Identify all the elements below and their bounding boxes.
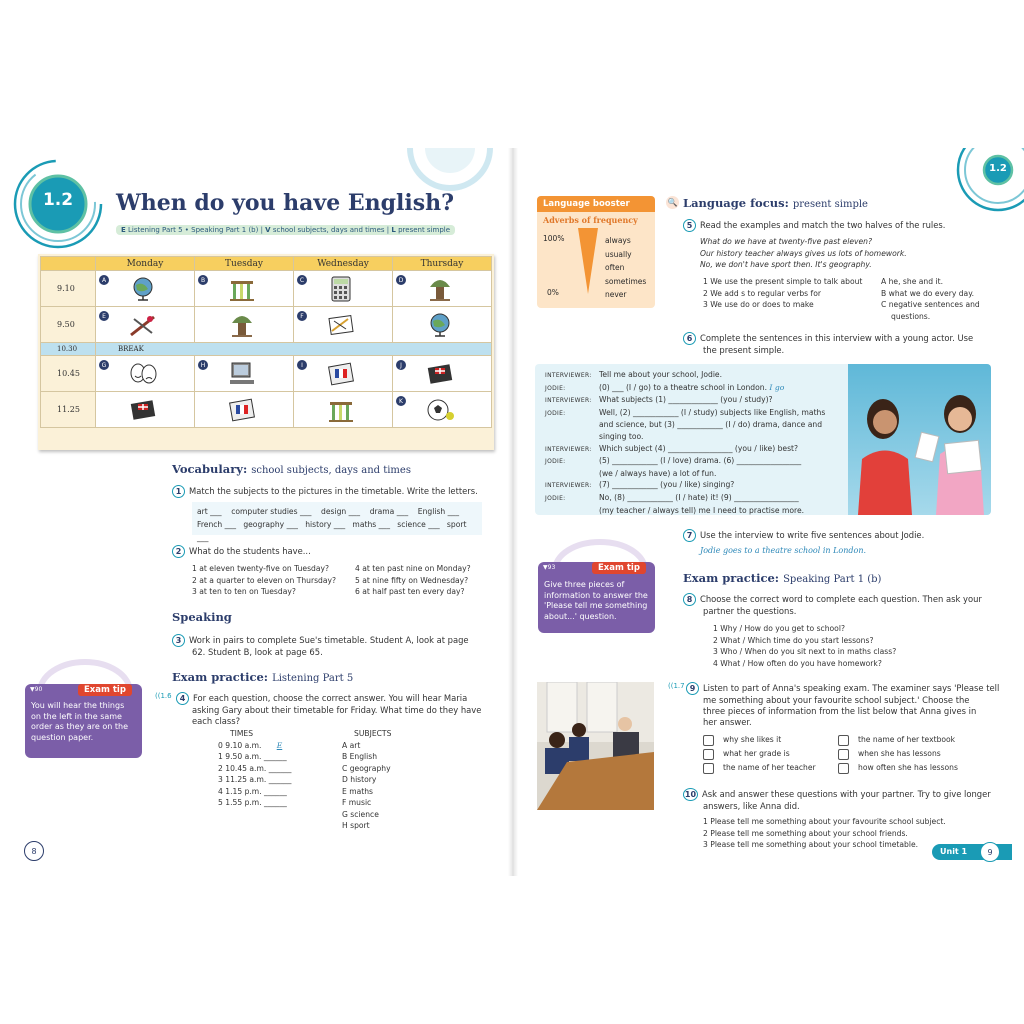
english-book-icon [128,396,158,424]
exam-tip-text: Give three pieces of information to answer the 'Please tell me something about...' question. [544,580,648,621]
word-row [197,505,477,518]
timetable-cell [96,356,195,392]
interview-line[interactable]: (my teacher / always tell) me I need to practise more. [599,505,805,515]
exercise-instruction: What do the students have... [189,546,311,556]
exercise-instruction: Ask and answer these questions with your partner. Try to give longer [702,789,991,799]
exercise-number: 5 [683,219,696,232]
exercise-10-list [703,816,946,851]
globe-icon [128,275,158,303]
vocab-word-box [192,502,482,542]
vocab-word[interactable]: drama ___ [369,507,409,516]
subject-item: D history [342,775,377,784]
interview-line[interactable]: JODIE: No, (8) ____________ (I / hate) it! (9) _________________ [545,492,799,502]
day-header: Monday [96,257,195,271]
day-header: Thursday [393,257,492,271]
rule-item: B what we do every day. [881,288,975,298]
booster-head: Language booster [537,196,655,212]
exercise-8-list [713,623,896,669]
exercise-6 [683,332,973,356]
exam-heading-label: Exam practice: [683,571,780,585]
exam-tip-head: Exam tip [78,684,132,696]
exam-tip-text: You will hear the things on the left in the same order as they are on the question paper. [31,701,129,742]
time-label: 9.50 [41,307,96,343]
language-booster [537,196,655,308]
exam-heading-label: Exam practice: [172,670,269,684]
exercise-instruction: me something about your favourite school subject.' Choose the [703,695,970,705]
english-book-icon [425,360,455,388]
french-book-icon [227,396,257,424]
interview-line[interactable]: INTERVIEWER: (7) ____________ (you / like) singing? [545,480,735,490]
cell-letter: C [297,275,307,285]
exercise-instruction: Complete the sentences in this interview with a young actor. Use [700,333,974,343]
rule-item: A he, she and it. [881,277,943,286]
rule-item: 3 We use do or does to make [703,300,814,309]
tag-letter: E [121,226,126,234]
exercise-instruction: For each question, choose the correct answer. You will hear Maria [193,693,468,703]
lesson-tags: E Listening Part 5 • Speaking Part 1 (b) | V school subjects, days and times | L present simple [116,225,455,235]
time-label: 10.45 [41,356,96,392]
check-option[interactable]: when she has lessons [838,747,958,761]
interview-line: JODIE: (0) ___ (I / go) to a theatre school in London. I go [545,382,785,392]
timetable-cell [96,392,195,428]
speaking-heading: Speaking [172,610,232,624]
rules-right [881,276,980,322]
subject-item: E maths [342,786,374,796]
exercise-instruction: asking Gary about their timetable for Friday. What time do they have [192,705,482,715]
magnifier-icon: 🔍 [667,198,678,207]
timetable-cell [195,356,294,392]
timetable-cell [195,271,294,307]
timetable-cell [96,307,195,343]
timetable-cell [96,271,195,307]
cell-letter: K [396,396,406,406]
rules-left [703,276,862,311]
list-item[interactable]: 1 Why / How do you get to school? [713,624,845,633]
vocab-word[interactable]: history ___ [305,520,346,529]
subjects-header: SUBJECTS [354,729,392,738]
exercise-10 [683,788,991,812]
exercise-7 [683,529,924,542]
list-item: 2 Please tell me something about your school friends. [703,828,908,838]
cell-letter: I [297,360,307,370]
check-option[interactable]: how often she has lessons [838,761,958,775]
subject-item: C geography [342,763,391,773]
exercise-instruction: Choose the correct word to complete each question. Then ask your [700,594,982,604]
time-item[interactable]: 2 10.45 a.m. ______ [218,763,292,773]
example-sentence: Our history teacher always gives us lots of homework. [700,248,907,258]
exercise-number: 9 [686,682,699,695]
audio-track-number: 1.7 [673,682,685,690]
exercise-instruction: Match the subjects to the pictures in the timetable. Write the letters. [189,486,478,496]
interview-line[interactable]: (we / always have) a lot of fun. [599,468,717,478]
check-option[interactable]: why she likes it [703,733,816,747]
checklist-left [703,733,816,775]
frequency-word: never [605,290,627,299]
exam-heading-sub: Listening Part 5 [272,673,354,684]
timetable-cell [393,307,492,343]
lang-focus-sub: present simple [792,199,868,210]
timetable-cell [393,392,492,428]
example-sentence: What do we have at twenty-five past eleven? [700,237,873,246]
timetable-cell [393,356,492,392]
unit-label: Unit 1 [932,844,1012,860]
frequency-words [605,234,646,302]
interview-line[interactable]: INTERVIEWER: Which subject (4) _________________ (you / like) best? [545,443,799,453]
rule-item: 2 We add s to regular verbs for [703,288,821,298]
exercise-number: 4 [176,692,189,705]
girls-illustration-icon [848,364,991,515]
booster-sub: Adverbs of frequency [543,215,638,225]
frequency-triangle-icon [577,226,599,296]
french-book-icon [326,360,356,388]
lesson-number-right: 1.2 [989,163,1007,174]
interview-line[interactable]: INTERVIEWER: What subjects (1) _____________ (you / study)? [545,395,773,405]
computer-icon [227,360,257,388]
vocab-word[interactable]: French ___ [197,520,237,529]
exam-heading-right [683,571,881,585]
exercise-instruction: three pieces of information from the list below that Anna gives in [703,706,977,716]
interview-line[interactable]: JODIE: Well, (2) ____________ (I / study) subjects like English, maths [545,407,826,417]
rule-item: 1 We use the present simple to talk about [703,277,863,286]
tag-letter: L [391,226,396,234]
exercise-instruction: Listen to part of Anna's speaking exam. The examiner says 'Please tell [703,683,1000,693]
checkbox[interactable] [703,735,714,746]
exercise-number: 6 [683,332,696,345]
exercise-2 [172,545,311,558]
pct-top: 100% [543,234,565,243]
cell-letter: D [396,275,406,285]
cell-letter: E [99,311,109,321]
checklist-right [838,733,958,775]
cell-letter: A [99,275,109,285]
cell-letter: B [198,275,208,285]
theatre-masks-icon [128,360,158,388]
list-item: 1 Please tell me something about your favourite school subject. [703,817,946,826]
lesson-number: 1.2 [42,190,74,210]
tag-text: present simple [398,226,451,234]
science-lab-icon [227,275,257,303]
tip-number-label: 93 [547,564,556,571]
time-label: 10.30 [41,343,96,356]
timetable-cell [294,356,393,392]
rule-item: C negative sentences and [881,300,980,309]
rule-item: questions. [891,311,931,321]
list-item: 3 at ten to ten on Tuesday? [192,587,296,596]
exercise-2-list-b [355,563,471,598]
tip-number: ▼93 [543,564,556,571]
lesson-badge-rings-right [952,148,1024,214]
exercise-instruction: Work in pairs to complete Sue's timetable. Student A, look at page [189,635,469,645]
page-number-right: 9 [980,842,1000,862]
exercise-instruction: the present simple. [703,345,785,355]
list-item: 6 at half past ten every day? [355,587,465,596]
time-item[interactable]: 1 9.50 a.m. ______ [218,752,287,761]
timetable-cell [195,392,294,428]
pct-bottom: 0% [547,288,559,297]
photo-two-girls [848,364,991,515]
list-item: 4 at ten past nine on Monday? [355,564,471,573]
examples [700,236,907,271]
subject-item: A art [342,740,361,750]
interview-line[interactable]: and science, but (3) ____________ (I / do) drama, dance and [599,420,823,430]
check-option[interactable]: the name of her teacher [703,761,816,775]
audio-track[interactable]: ((1.6 [155,692,172,700]
globe-icon [425,311,455,339]
timetable-cell [195,307,294,343]
photo-exam-room [537,682,654,810]
design-icon [326,311,356,339]
exercise-3 [172,634,469,658]
time-label: 9.10 [41,271,96,307]
frequency-word: always [605,236,631,245]
list-item: 5 at nine fifty on Wednesday? [355,575,469,585]
calculator-icon [326,275,356,303]
subject-item: G science [342,809,379,819]
timetable-cell [294,307,393,343]
frequency-word: often [605,263,625,272]
exercise-instruction: Read the examples and match the two halves of the rules. [700,220,946,230]
lang-focus-heading [683,196,868,210]
timetable [38,254,494,450]
interview-line: INTERVIEWER: Tell me about your school, Jodie. [545,370,723,379]
cell-letter: F [297,311,307,321]
check-option[interactable]: the name of her textbook [838,733,958,747]
subject-item: F music [342,798,372,807]
checkbox[interactable] [703,749,714,760]
football-icon [425,396,455,424]
cell-letter: H [198,360,208,370]
tip-number: ▼90 [30,686,43,693]
exam-room-illustration-icon [537,682,654,810]
science-lab-icon [326,396,356,424]
time-item[interactable]: 3 11.25 a.m. ______ [218,775,292,784]
book-gutter [508,148,518,876]
exercise-instruction: each class? [192,716,241,726]
word-row [197,518,477,544]
cell-letter: G [99,360,109,370]
exercise-9 [686,682,999,728]
vocab-word[interactable]: science ___ [397,520,440,529]
exam-tip-head: Exam tip [592,562,646,574]
list-item[interactable]: 3 Who / When do you sit next to in maths class? [713,647,897,656]
cell-letter: J [396,360,406,370]
list-item[interactable]: 4 What / How often do you have homework? [713,658,882,668]
time-item[interactable]: 5 1.55 p.m. ______ [218,798,287,807]
day-header: Tuesday [195,257,294,271]
page-number-left: 8 [24,841,44,861]
frequency-word: usually [605,249,632,259]
tree-icon [425,275,455,303]
list-item[interactable]: 2 What / Which time do you start lessons? [713,635,874,645]
vocab-word[interactable]: English ___ [417,507,460,516]
times-header: TIMES [230,729,254,738]
checkbox[interactable] [838,749,849,760]
break-label: BREAK [96,343,492,356]
interview-line: singing too. [599,431,644,441]
craft-tools-icon [128,311,158,339]
example-sentence: No, we don't have sport then. It's geography. [700,260,872,269]
vocab-word[interactable]: computer studies ___ [231,507,312,516]
exercise-number: 1 [172,485,185,498]
example-sentence: Jodie goes to a theatre school in London. [700,546,867,555]
exercise-instruction: Use the interview to write five sentences about Jodie. [700,530,925,540]
tag-text: school subjects, days and times [272,226,385,234]
check-option[interactable]: what her grade is [703,747,816,761]
timetable-cell [294,392,393,428]
exercise-instruction: 62. Student B, look at page 65. [192,647,323,657]
day-header: Wednesday [294,257,393,271]
vocab-word[interactable]: art ___ [197,507,222,516]
exercise-number: 3 [172,634,185,647]
checkbox[interactable] [838,735,849,746]
vocab-word[interactable]: design ___ [321,507,361,516]
vocab-heading [172,462,411,476]
vocab-word[interactable]: geography ___ [243,520,298,529]
vocab-heading-sub: school subjects, days and times [251,465,411,476]
page-title: When do you have English? [116,190,455,216]
exercise-5 [683,219,945,232]
tree-icon [227,311,257,339]
exercise-instruction: answers, like Anna did. [703,801,800,811]
list-item: 3 Please tell me something about your school timetable. [703,840,919,849]
lang-focus-label: Language focus: [683,196,789,210]
time-item: 0 9.10 a.m. E [218,740,291,752]
vocab-word[interactable]: maths ___ [352,520,391,529]
exercise-instruction: her answer. [703,717,752,727]
tip-number-label: 90 [34,686,43,693]
exercise-instruction: partner the questions. [703,606,797,616]
exam-heading [172,670,353,684]
audio-track-number: 1.6 [160,692,172,700]
interview-line[interactable]: JODIE: (5) ____________ (I / love) drama. (6) _________________ [545,456,802,466]
frequency-word: sometimes [605,276,647,286]
checkbox[interactable] [703,763,714,774]
exercise-number: 2 [172,545,185,558]
time-label: 11.25 [41,392,96,428]
example-answer: E [276,740,283,750]
time-item[interactable]: 4 1.15 p.m. ______ [218,786,287,796]
audio-track[interactable]: ((1.7 [668,682,685,690]
exercise-number: 7 [683,529,696,542]
subject-item: B English [342,752,378,761]
exam-heading-sub: Speaking Part 1 (b) [783,574,882,585]
tag-letter: V [265,226,271,234]
exercise-8 [683,593,982,617]
exercise-1 [172,485,478,498]
times-column [218,728,291,809]
vocab-heading-label: Vocabulary: [172,462,248,476]
subject-item: H sport [342,821,370,830]
vocab-word[interactable]: sport ___ [197,520,467,542]
list-item: 1 at eleven twenty-five on Tuesday? [192,564,330,573]
subjects-column [342,728,391,832]
exercise-number: 8 [683,593,696,606]
timetable-cell [294,271,393,307]
exercise-2-list-a [192,563,336,598]
example-answer: I go [769,382,785,392]
checkbox[interactable] [838,763,849,774]
exercise-number: 10 [684,790,697,799]
interview-lines [545,369,825,516]
list-item: 2 at a quarter to eleven on Thursday? [192,575,337,585]
timetable-cell [393,271,492,307]
tag-text: Listening Part 5 • Speaking Part 1 (b) [128,226,259,234]
exercise-4 [176,692,481,727]
